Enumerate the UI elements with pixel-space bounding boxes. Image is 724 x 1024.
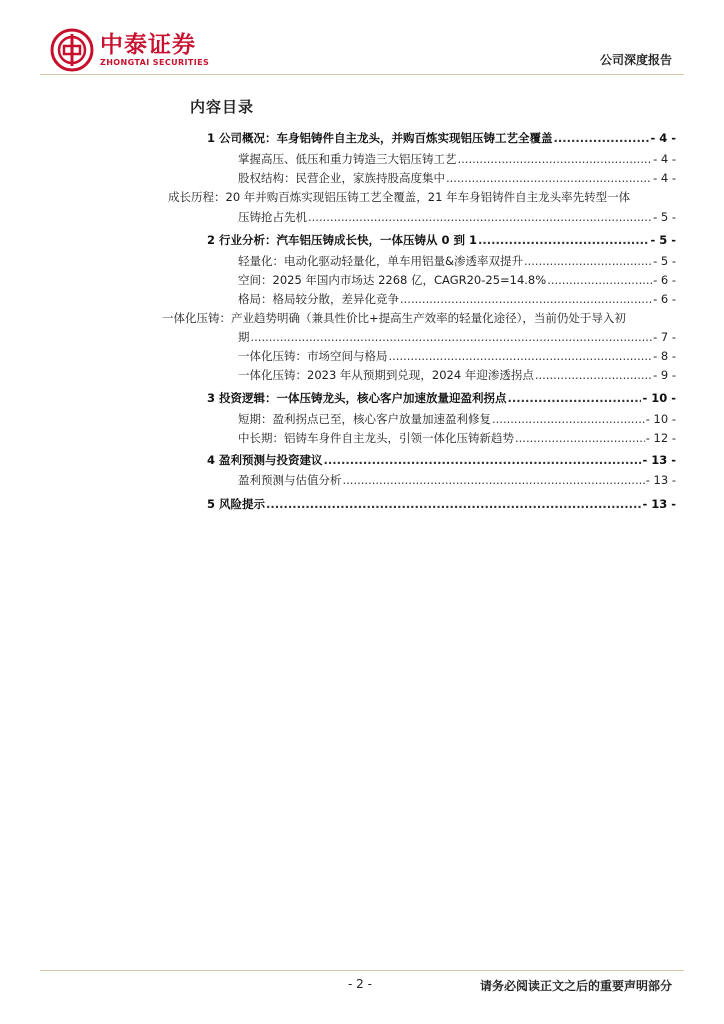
toc-entry-label: 格局：格局较分散，差异化竞争 bbox=[238, 292, 399, 306]
toc-entry-2-6[interactable] bbox=[238, 367, 676, 383]
toc-entry-label: 盈利预测与估值分析 bbox=[238, 473, 342, 487]
toc-leader-dots bbox=[508, 391, 642, 405]
toc-leader-dots bbox=[308, 210, 652, 224]
toc-entry-page: - 13 - bbox=[642, 453, 676, 467]
report-type-label: 公司深度报告 bbox=[599, 53, 672, 67]
header-divider bbox=[40, 74, 684, 75]
toc-leader-dots bbox=[266, 497, 641, 511]
toc-entry-page: - 9 - bbox=[653, 368, 676, 382]
toc-entry-1-1[interactable] bbox=[238, 151, 676, 167]
toc-entry-section-5[interactable] bbox=[207, 496, 676, 512]
toc-entry-page: - 7 - bbox=[653, 330, 676, 344]
toc-entry-2-1[interactable] bbox=[238, 253, 676, 269]
toc-leader-dots bbox=[458, 152, 653, 166]
toc-entry-label: 短期：盈利拐点已至，核心客户放量加速盈利修复 bbox=[238, 412, 491, 426]
toc-leader-dots bbox=[524, 254, 652, 268]
toc-entry-4-1[interactable] bbox=[238, 472, 676, 488]
toc-entry-3-1[interactable] bbox=[238, 411, 676, 427]
toc-entry-label: 中长期：铝铸车身件自主龙头，引领一体化压铸新趋势 bbox=[238, 431, 514, 445]
toc-entry-page: - 10 - bbox=[645, 412, 676, 426]
toc-leader-dots bbox=[400, 292, 652, 306]
toc-entry-page: - 13 - bbox=[642, 497, 676, 511]
toc-entry-section-2[interactable] bbox=[207, 232, 676, 248]
toc-entry-page: - 8 - bbox=[653, 349, 676, 363]
toc-entry-page: - 6 - bbox=[653, 292, 676, 306]
toc-leader-dots bbox=[515, 431, 645, 445]
logo-english-text: ZHONGTAI SECURITIES bbox=[100, 58, 210, 67]
toc-entry-label: 3 投资逻辑：一体压铸龙头，核心客户加速放量迎盈利拐点 bbox=[207, 391, 507, 405]
toc-entry-label: 5 风险提示 bbox=[207, 497, 266, 511]
toc-entry-page: - 5 - bbox=[653, 254, 676, 268]
toc-entry-page: - 10 - bbox=[642, 391, 676, 405]
toc-entry-page: - 5 - bbox=[653, 210, 676, 224]
toc-entry-label: 4 盈利预测与投资建议 bbox=[207, 453, 323, 467]
toc-leader-dots bbox=[343, 473, 645, 487]
page-header bbox=[0, 0, 724, 80]
footer-divider bbox=[40, 970, 684, 971]
toc-entry-label: 一体化压铸：市场空间与格局 bbox=[238, 349, 388, 363]
toc-entry-label: 掌握高压、低压和重力铸造三大铝压铸工艺 bbox=[238, 152, 457, 166]
toc-leader-dots bbox=[251, 330, 653, 344]
toc-leader-dots bbox=[535, 368, 652, 382]
toc-entry-label: 1 公司概况：车身铝铸件自主龙头，并购百炼实现铝压铸工艺全覆盖 bbox=[207, 131, 553, 145]
toc-entry-2-4-line1[interactable]: 一体化压铸：产业趋势明确（兼具性价比+提高生产效率的轻量化途径），当前仍处于导入初 bbox=[162, 311, 626, 325]
toc-entry-section-3[interactable] bbox=[207, 390, 676, 406]
toc-leader-dots bbox=[446, 171, 652, 185]
toc-entry-label-cont: 期 bbox=[238, 330, 250, 344]
toc-entry-2-3[interactable] bbox=[238, 291, 676, 307]
toc-entry-page: - 12 - bbox=[645, 431, 676, 445]
toc-entry-page: - 4 - bbox=[650, 131, 676, 145]
toc-entry-2-4[interactable] bbox=[238, 329, 676, 345]
toc-entry-page: - 13 - bbox=[645, 473, 676, 487]
toc-entry-label-cont: 压铸抢占先机 bbox=[238, 210, 307, 224]
toc-entry-label: 空间：2025 年国内市场达 2268 亿，CAGR20-25=14.8% bbox=[238, 273, 547, 287]
toc-title: 内容目录 bbox=[190, 98, 255, 116]
toc-entry-section-1[interactable] bbox=[207, 130, 676, 146]
zhongtai-logo bbox=[50, 28, 209, 72]
toc-leader-dots bbox=[478, 233, 649, 247]
toc-leader-dots bbox=[492, 412, 645, 426]
toc-leader-dots bbox=[389, 349, 653, 363]
toc-entry-label: 股权结构：民营企业，家族持股高度集中 bbox=[238, 171, 445, 185]
toc-leader-dots bbox=[554, 131, 650, 145]
logo-chinese-text: 中泰证券 bbox=[100, 32, 196, 58]
toc-entry-1-3[interactable] bbox=[238, 209, 676, 225]
toc-entry-1-3-line1[interactable]: 成长历程：20 年并购百炼实现铝压铸工艺全覆盖，21 年车身铝铸件自主龙头率先转型一体 bbox=[168, 190, 631, 204]
toc-entry-page: - 4 - bbox=[653, 152, 676, 166]
toc-entry-label: 轻量化：电动化驱动轻量化，单车用铝量&渗透率双提升 bbox=[238, 254, 523, 268]
toc-entry-page: - 6 - bbox=[653, 273, 676, 287]
toc-leader-dots bbox=[324, 453, 642, 467]
toc-entry-1-2[interactable] bbox=[238, 170, 676, 186]
toc-entry-page: - 5 - bbox=[650, 233, 676, 247]
toc-entry-label: 一体化压铸：2023 年从预期到兑现，2024 年迎渗透拐点 bbox=[238, 368, 534, 382]
toc-entry-section-4[interactable] bbox=[207, 452, 676, 468]
footer-disclaimer: 请务必阅读正文之后的重要声明部分 bbox=[479, 979, 672, 993]
toc-entry-label: 2 行业分析：汽车铝压铸成长快，一体压铸从 0 到 1 bbox=[207, 233, 478, 247]
toc-entry-2-5[interactable] bbox=[238, 348, 676, 364]
page-number: - 2 - bbox=[348, 977, 372, 991]
zhongtai-logo-icon bbox=[50, 28, 94, 72]
toc-entry-2-2[interactable] bbox=[238, 272, 676, 288]
toc-entry-page: - 4 - bbox=[653, 171, 676, 185]
toc-leader-dots bbox=[547, 273, 652, 287]
toc-entry-3-2[interactable] bbox=[238, 430, 676, 446]
